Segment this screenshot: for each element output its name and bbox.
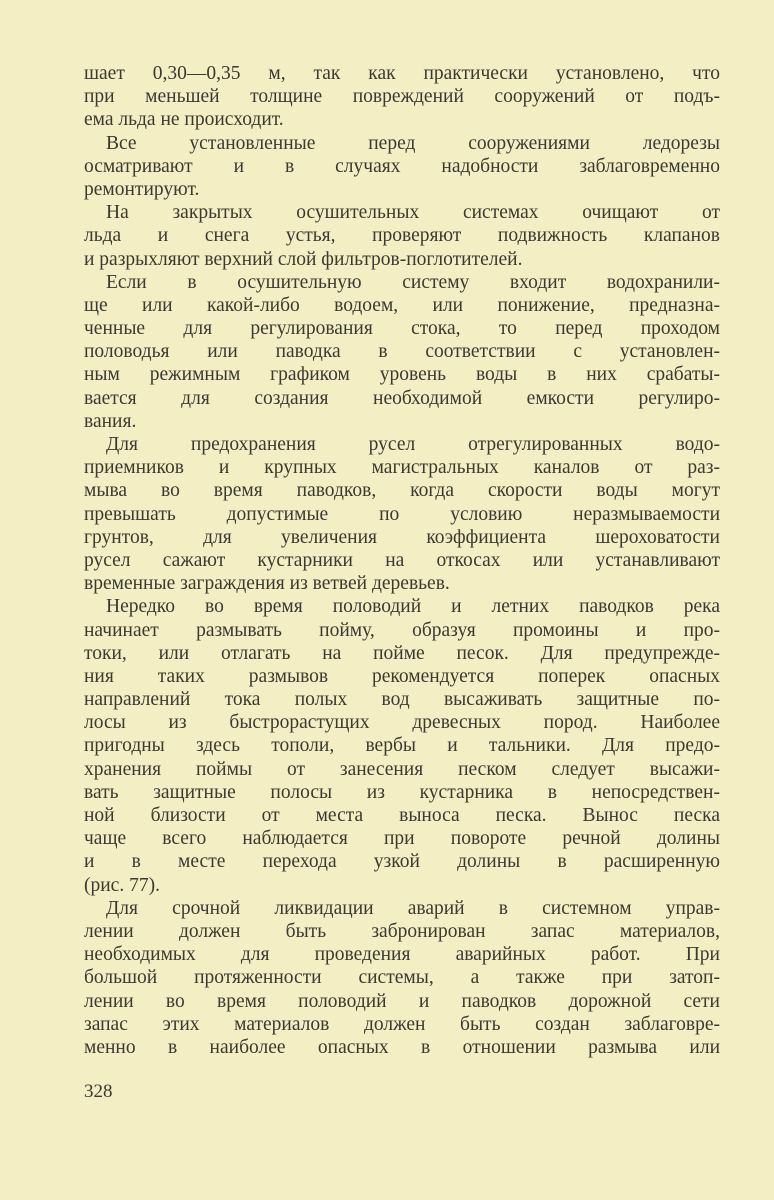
text-line: Если в осушительную систему входит водохранили- [106, 271, 720, 293]
text-line: вания. [84, 410, 137, 432]
text-line: русел сажают кустарники на откосах или устанавливают [84, 549, 720, 571]
text-line: превышать допустимые по условию неразмываемости [84, 503, 720, 525]
text-line: направлений тока полых вод высаживать защитные по- [84, 689, 720, 711]
text-line: и разрыхляют верхний слой фильтров-поглотителей. [84, 248, 523, 270]
text-line: хранения поймы от занесения песком следует высажи- [84, 758, 720, 780]
text-line: шает 0,30—0,35 м, так как практически установлено, что [84, 63, 720, 84]
text-line: ремонтируют. [84, 178, 200, 200]
text-line: лении во время половодий и паводков дорожной сети [84, 990, 720, 1012]
text-line: половодья или паводка в соответствии с установлен- [84, 341, 720, 363]
text-line: ще или какой-либо водоем, или понижение, предназна- [84, 294, 720, 316]
text-line: при меньшей толщине повреждений сооружений от подъ- [84, 86, 720, 108]
text-line: лении должен быть забронирован запас материалов, [84, 920, 720, 942]
text-line: ной близости от места выноса песка. Вынос песка [84, 805, 720, 826]
text-line: вать защитные полосы из кустарника в непосредствен- [84, 781, 720, 803]
text-line: (рис. 77). [84, 874, 160, 896]
text-line: Для срочной ликвидации аварий в системном управ- [106, 897, 720, 919]
text-line: мыва во время паводков, когда скорости воды могут [84, 480, 720, 502]
text-line: Все установленные перед сооружениями ледорезы [106, 132, 720, 154]
text-line: токи, или отлагать на пойме песок. Для предупрежде- [84, 642, 720, 664]
text-line: необходимых для проведения аварийных работ. При [84, 944, 720, 966]
text-line: начинает размывать пойму, образуя промоины и про- [84, 619, 720, 641]
text-line: На закрытых осушительных системах очищают от [106, 202, 720, 224]
text-line: пригодны здесь тополи, вербы и тальники. Для предо- [84, 735, 720, 757]
paragraph [84, 201, 720, 271]
paragraph [84, 271, 720, 433]
text-line: чаще всего наблюдается при повороте речной долины [84, 828, 720, 850]
paragraph [84, 62, 720, 132]
text-line: Нередко во время половодий и летних паводков река [106, 596, 720, 618]
text-line: временные заграждения из ветвей деревьев. [84, 573, 450, 595]
text-line: приемников и крупных магистральных каналов от раз- [84, 457, 720, 479]
text-line: грунтов, для увеличения коэффициента шероховатости [84, 526, 720, 548]
text-line: осматривают и в случаях надобности заблаговременно [84, 155, 720, 177]
text-line: менно в наиболее опасных в отношении размыва или [84, 1036, 720, 1058]
text-line: вается для создания необходимой емкости регулиро- [84, 387, 720, 409]
text-line: ема льда не происходит. [84, 109, 284, 131]
text-line: и в месте перехода узкой долины в расширенную [84, 851, 720, 873]
text-line: ным режимным графиком уровень воды в них срабаты- [84, 364, 720, 386]
paragraph [84, 132, 720, 202]
text-line: ния таких размывов рекомендуется поперек опасных [84, 665, 720, 687]
text-line: ченные для регулирования стока, то перед проходом [84, 318, 720, 340]
paragraph [84, 595, 720, 896]
page-number: 328 [84, 1081, 113, 1102]
paragraph [84, 433, 720, 595]
page-body-text [84, 62, 720, 1059]
text-line: лосы из быстрорастущих древесных пород. Наиболее [84, 712, 720, 734]
text-line: Для предохранения русел отрегулированных водо- [106, 434, 720, 455]
paragraph [84, 897, 720, 1059]
text-line: запас этих материалов должен быть создан заблаговре- [84, 1013, 720, 1035]
text-line: большой протяженности системы, а также при затоп- [84, 967, 720, 989]
text-line: льда и снега устья, проверяют подвижность клапанов [84, 225, 720, 247]
